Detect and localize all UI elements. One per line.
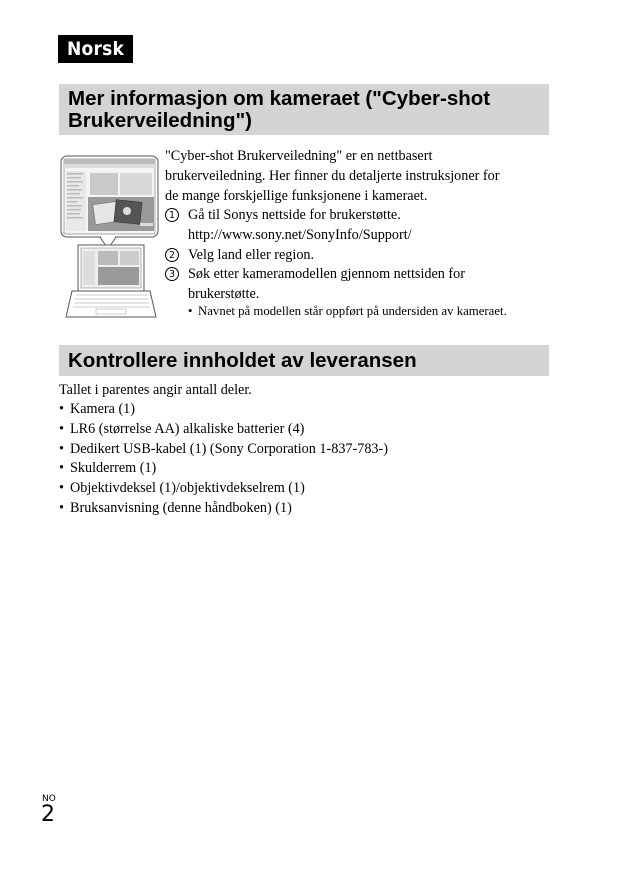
laptop-illustration-icon	[60, 153, 160, 323]
list-item: • Bruksanvisning (denne håndboken) (1)	[59, 499, 292, 516]
contents-list	[59, 400, 388, 519]
step-2	[165, 245, 550, 265]
heading-line-2: Brukerveiledning")	[68, 109, 253, 132]
intro-line: brukerveiledning. Her finner du detaljerte instruksjoner for	[165, 168, 500, 184]
model-name-note	[188, 302, 507, 320]
step-text: brukerstøtte.	[188, 286, 260, 302]
section-heading-more-info	[59, 84, 549, 135]
step-text: Velg land eller region.	[188, 247, 315, 263]
language-code: NO	[42, 794, 56, 804]
intro-line: de mange forskjellige funksjonene i kameraet.	[165, 188, 428, 204]
step-number-circle: 1	[165, 208, 179, 222]
intro-line: "Cyber-shot Brukerveiledning" er en nettbasert	[165, 148, 433, 164]
step-number-circle: 2	[165, 248, 179, 262]
list-item: • Objektivdeksel (1)/objektivdekselrem (1)	[59, 480, 305, 497]
page-number: 2	[41, 802, 55, 827]
step-text: Gå til Sonys nettside for brukerstøtte.	[188, 207, 401, 223]
list-item: • Kamera (1)	[59, 401, 135, 417]
step-number-circle: 3	[165, 267, 179, 281]
step-3	[165, 264, 550, 304]
section-heading-package-contents: Kontrollere innholdet av leveransen	[59, 345, 549, 376]
support-url-link[interactable]: http://www.sony.net/SonyInfo/Support/	[188, 227, 412, 243]
guide-intro	[165, 146, 550, 206]
contents-intro: Tallet i parentes angir antall deler.	[59, 382, 252, 398]
step-1	[165, 205, 550, 245]
bullet: •	[188, 304, 193, 318]
language-tag: Norsk	[58, 35, 133, 63]
list-item: • LR6 (størrelse AA) alkaliske batterier (4)	[59, 420, 305, 437]
heading-line-1: Mer informasjon om kameraet ("Cyber-shot	[68, 87, 491, 110]
list-item: • Skulderrem (1)	[59, 460, 157, 477]
list-item: • Dedikert USB-kabel (1) (Sony Corporation 1-837-783-)	[59, 440, 388, 457]
note-text: Navnet på modellen står oppført på undersiden av kameraet.	[198, 304, 507, 318]
step-text: Søk etter kameramodellen gjennom nettsiden for	[188, 266, 465, 282]
